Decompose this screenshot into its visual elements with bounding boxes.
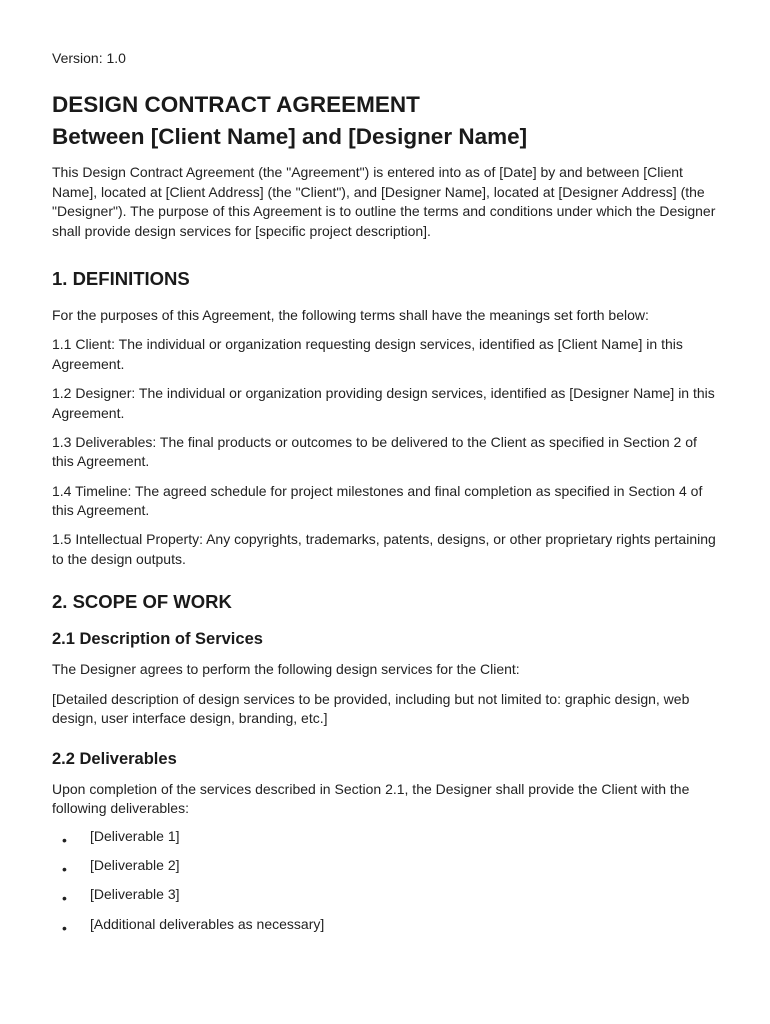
deliverable-text: [Deliverable 1] [90,827,180,844]
document-body [52,163,720,944]
intro-paragraph: This Design Contract Agreement (the "Agreement") is entered into as of [Date] by and between [Client Name], located at [Client Address] (the "Client"), and [Designer Name], located at [Designer Address] (the "Designer"). The purpose of this Agreement is to outline the terms and conditions under which the Designer shall provide design services for [specific project description]. [52,164,716,239]
deliverable-text: [Deliverable 3] [90,886,180,903]
deliverables-heading: 2.2 Deliverables [52,749,177,768]
definition-item: 1.4 Timeline: The agreed schedule for project milestones and final completion as specified in Section 4 of this Agreement. [52,482,703,519]
version-label: Version: 1.0 [52,50,126,66]
services-heading: 2.1 Description of Services [52,630,263,649]
list-item [52,885,720,914]
definitions-heading: 1. DEFINITIONS [52,268,190,290]
title-block [52,89,730,153]
bullet-icon: • [62,831,67,848]
services-detail: [Detailed description of design services to be provided, including but not limited to: graphic design, web design, user interface design, branding, etc.] [52,690,690,727]
document-title: DESIGN CONTRACT AGREEMENT [52,92,420,117]
deliverable-text: [Additional deliverables as necessary] [90,915,325,932]
bullet-icon: • [62,890,67,907]
document-subtitle: Between [Client Name] and [Designer Name] [52,124,528,149]
definitions-lead: For the purposes of this Agreement, the following terms shall have the meanings set forth below: [52,307,649,324]
list-item [52,827,720,856]
bullet-icon: • [62,919,67,936]
definitions-section [52,268,720,569]
definition-item: 1.5 Intellectual Property: Any copyrights, trademarks, patents, designs, or other proprietary rights pertaining to the design outputs. [52,531,716,567]
list-item [52,856,720,885]
definition-item: 1.1 Client: The individual or organization requesting design services, identified as [Client Name] in this Agreement. [52,336,683,373]
scope-section [52,591,720,944]
deliverables-lead: Upon completion of the services described in Section 2.1, the Designer shall provide the Client with the following deliverables: [52,780,690,817]
deliverable-text: [Deliverable 2] [90,857,180,874]
services-lead: The Designer agrees to perform the following design services for the Client: [52,661,520,678]
definition-item: 1.3 Deliverables: The final products or outcomes to be delivered to the Client as specified in Section 2 of this Agreement. [52,433,697,470]
bullet-icon: • [62,861,67,878]
deliverables-list [52,827,720,944]
scope-heading: 2. SCOPE OF WORK [52,591,232,613]
list-item [52,915,720,944]
definition-item: 1.2 Designer: The individual or organization providing design services, identified as [Designer Name] in this Agreement. [52,385,715,421]
